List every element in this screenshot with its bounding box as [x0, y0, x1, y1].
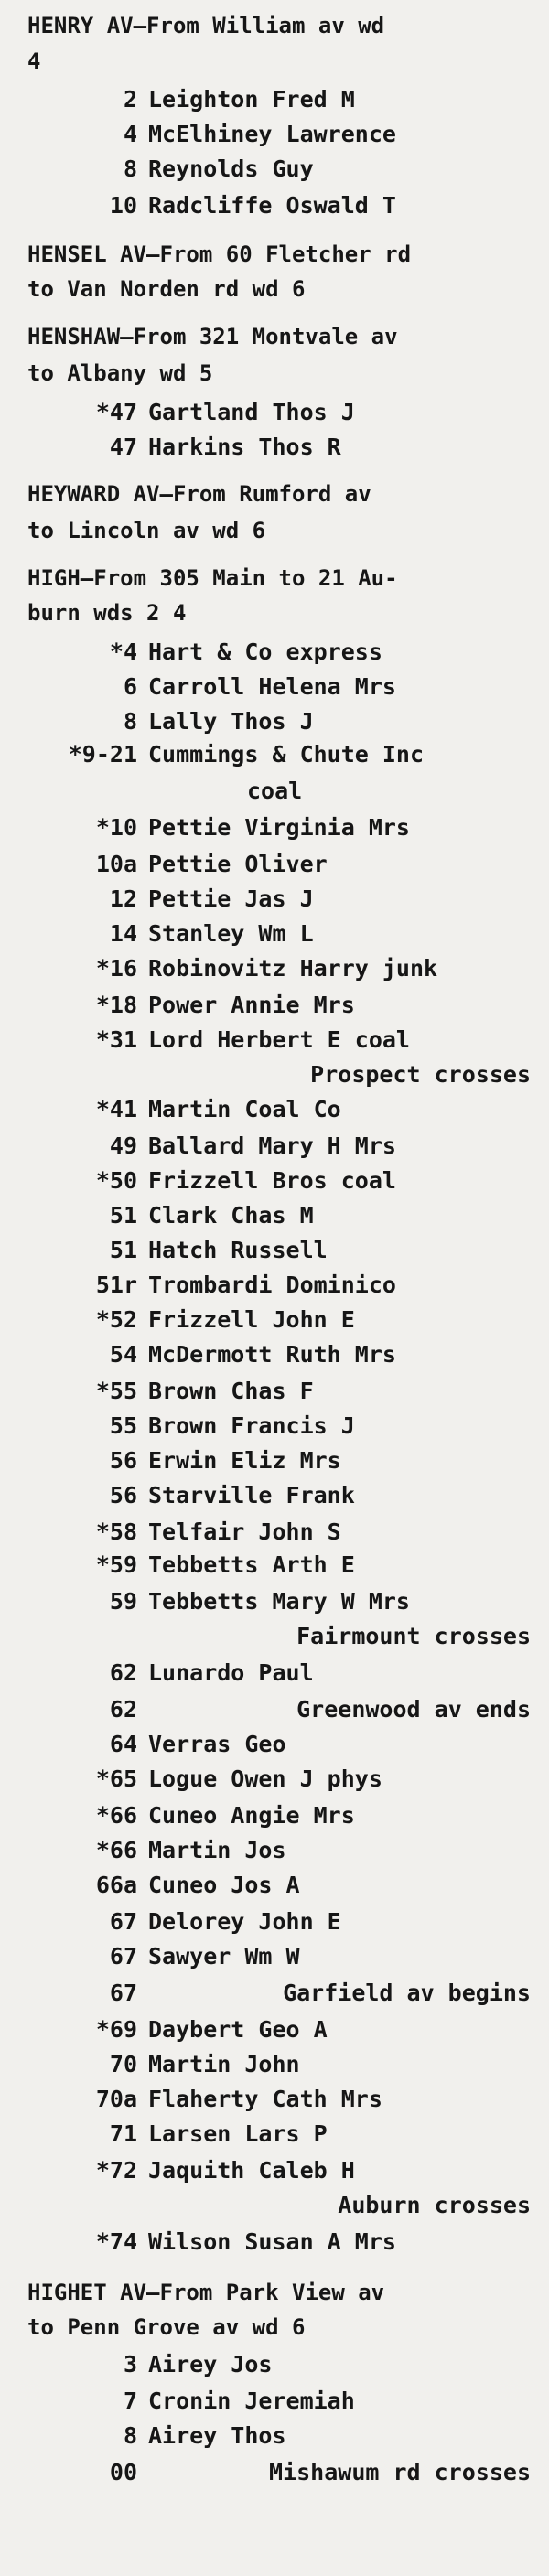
street-note: Mishawum rd crosses: [269, 2459, 531, 2485]
resident-entry: [0, 2424, 549, 2448]
resident-entry: [0, 1839, 549, 1862]
house-number: *58: [95, 1519, 137, 1545]
house-number: 59: [109, 1588, 137, 1615]
resident-entry: [0, 2230, 549, 2254]
house-number: *66: [95, 1802, 137, 1829]
resident-entry: [0, 853, 549, 876]
street-heading: [27, 243, 535, 265]
house-number: *10: [95, 814, 137, 841]
resident-entry: [0, 1134, 549, 1158]
house-number: *50: [95, 1167, 137, 1194]
resident-entry: [0, 2159, 549, 2183]
house-number: 10a: [95, 851, 137, 877]
house-number: *69: [95, 2016, 137, 2043]
resident-name: Robinovitz Harry junk: [148, 955, 438, 982]
house-number: 71: [109, 2120, 137, 2147]
house-number: *55: [95, 1378, 137, 1404]
resident-entry: [0, 1733, 549, 1756]
house-number: 6: [123, 673, 137, 700]
resident-name: Frizzell Bros coal: [148, 1167, 396, 1194]
street-heading: [27, 567, 535, 589]
resident-name: Tebbetts Mary W Mrs: [148, 1588, 410, 1615]
entry-continuation-text: coal: [247, 778, 303, 804]
resident-name: McElhiney Lawrence: [148, 121, 396, 147]
resident-entry: [0, 2389, 549, 2413]
resident-name: Sawyer Wm W: [148, 1943, 300, 1970]
resident-name: Pettie Oliver: [148, 851, 328, 877]
resident-entry: [0, 1098, 549, 1122]
house-number: *74: [95, 2228, 137, 2255]
resident-entry: [0, 1910, 549, 1934]
resident-entry: [0, 887, 549, 911]
resident-name: McDermott Ruth Mrs: [148, 1341, 396, 1368]
resident-entry: [0, 401, 549, 424]
street-heading-continuation-text: to Penn Grove av wd 6: [27, 2314, 306, 2340]
street-heading-continuation: [27, 602, 186, 624]
house-number: 51r: [95, 1272, 137, 1298]
resident-name: Larsen Lars P: [148, 2120, 328, 2147]
resident-name: Cuneo Jos A: [148, 1872, 300, 1898]
resident-name: Flaherty Cath Mrs: [148, 2086, 382, 2112]
cross-street-text: Auburn crosses: [338, 2192, 531, 2218]
street-heading-continuation-text: burn wds 2 4: [27, 600, 187, 626]
street-heading-text: HENSEL AV—From 60 Fletcher rd: [27, 242, 412, 267]
house-number: *4: [109, 639, 137, 665]
street-heading-continuation-text: 4: [27, 48, 41, 74]
resident-entry: [0, 88, 549, 112]
street-heading-continuation: [27, 520, 265, 542]
resident-name: Airey Thos: [148, 2422, 286, 2449]
street-heading-continuation: [27, 278, 305, 300]
resident-entry: [0, 2461, 549, 2485]
resident-entry: [0, 2053, 549, 2077]
resident-entry: [0, 993, 549, 1017]
resident-entry: [0, 710, 549, 734]
resident-name: Reynolds Guy: [148, 156, 314, 182]
resident-name: Hatch Russell: [148, 1237, 328, 1263]
resident-name: Cummings & Chute Inc: [148, 741, 425, 767]
resident-name: Hart & Co express: [148, 639, 382, 665]
house-number: *52: [95, 1306, 137, 1333]
cross-street-note: [296, 1625, 531, 1648]
street-heading-text: HENRY AV—From William av wd: [27, 13, 385, 38]
resident-name: Cuneo Angie Mrs: [148, 1802, 355, 1829]
street-heading-continuation: [27, 50, 40, 72]
resident-entry: [0, 1449, 549, 1473]
resident-name: Telfair John S: [148, 1519, 341, 1545]
resident-entry: [0, 1414, 549, 1438]
resident-name: Ballard Mary H Mrs: [148, 1132, 396, 1159]
resident-name: Pettie Jas J: [148, 886, 314, 912]
street-heading-continuation: [27, 362, 212, 384]
resident-entry: [0, 1204, 549, 1228]
resident-name: Leighton Fred M: [148, 86, 355, 113]
resident-name: Erwin Eliz Mrs: [148, 1447, 341, 1474]
resident-name: Power Annie Mrs: [148, 992, 355, 1018]
resident-name: Brown Francis J: [148, 1412, 355, 1439]
resident-name: Martin Jos: [148, 1837, 286, 1863]
resident-name: Martin John: [148, 2051, 300, 2077]
house-number: 67: [109, 1908, 137, 1935]
resident-entry: [0, 2088, 549, 2111]
house-number: 62: [109, 1659, 137, 1686]
street-heading: [27, 15, 535, 37]
house-number: *47: [95, 399, 137, 425]
resident-entry: [0, 1590, 549, 1614]
house-number: 14: [109, 920, 137, 947]
house-number: *9-21: [68, 741, 137, 767]
resident-entry: [0, 1379, 549, 1403]
resident-name: Martin Coal Co: [148, 1096, 341, 1122]
house-number: 10: [109, 192, 137, 219]
house-number: 2: [123, 86, 137, 113]
resident-entry: [0, 435, 549, 459]
resident-name: Airey Jos: [148, 2351, 273, 2377]
street-heading-continuation-text: to Van Norden rd wd 6: [27, 276, 306, 302]
cross-street-text: Prospect crosses: [310, 1061, 531, 1088]
house-number: 4: [123, 121, 137, 147]
resident-name: Brown Chas F: [148, 1378, 314, 1404]
cross-street-text: Fairmount crosses: [296, 1623, 531, 1649]
house-number: 64: [109, 1731, 137, 1757]
house-number: *65: [95, 1766, 137, 1792]
resident-name: Gartland Thos J: [148, 399, 355, 425]
street-heading: [27, 483, 535, 505]
street-heading-continuation-text: to Albany wd 5: [27, 360, 213, 386]
resident-entry: [0, 1945, 549, 1969]
house-number: 54: [109, 1341, 137, 1368]
entry-continuation: [247, 779, 302, 802]
house-number: 70a: [95, 2086, 137, 2112]
street-note: Garfield av begins: [283, 1980, 531, 2006]
street-note: Greenwood av ends: [296, 1696, 531, 1723]
house-number: 66a: [95, 1872, 137, 1898]
resident-entry: [0, 1520, 549, 1544]
resident-name: Stanley Wm L: [148, 920, 314, 947]
resident-entry: [0, 2018, 549, 2042]
resident-entry: [0, 2122, 549, 2146]
cross-street-note: [310, 1063, 531, 1086]
house-number: 12: [109, 886, 137, 912]
house-number: 56: [109, 1447, 137, 1474]
street-heading-continuation: [27, 2316, 305, 2338]
resident-entry: [0, 1308, 549, 1332]
resident-name: Daybert Geo A: [148, 2016, 328, 2043]
house-number: 3: [123, 2351, 137, 2377]
resident-name: Wilson Susan A Mrs: [148, 2228, 396, 2255]
house-number: 7: [123, 2388, 137, 2414]
street-heading-text: HIGH—From 305 Main to 21 Au-: [27, 565, 398, 591]
house-number: *18: [95, 992, 137, 1018]
street-heading: [27, 326, 535, 348]
resident-name: Lally Thos J: [148, 708, 314, 735]
resident-entry: [0, 1661, 549, 1685]
house-number: *66: [95, 1837, 137, 1863]
cross-street-note: [338, 2194, 531, 2216]
house-number: 47: [109, 434, 137, 460]
resident-entry: [0, 1767, 549, 1791]
resident-entry: [0, 1169, 549, 1193]
resident-entry: [0, 2353, 549, 2377]
house-number: 00: [109, 2459, 137, 2485]
house-number: 56: [109, 1482, 137, 1508]
house-number: 67: [109, 1980, 137, 2006]
resident-entry: [0, 1804, 549, 1828]
resident-entry: [0, 1239, 549, 1262]
house-number: *41: [95, 1096, 137, 1122]
house-number: *31: [95, 1026, 137, 1053]
resident-entry: [0, 1981, 549, 2005]
resident-entry: [0, 194, 549, 218]
resident-name: Verras Geo: [148, 1731, 286, 1757]
house-number: 8: [123, 156, 137, 182]
resident-name: Frizzell John E: [148, 1306, 355, 1333]
house-number: 55: [109, 1412, 137, 1439]
resident-name: Starville Frank: [148, 1482, 355, 1508]
resident-name: Cronin Jeremiah: [148, 2388, 355, 2414]
resident-entry: [0, 1484, 549, 1508]
resident-entry: [0, 922, 549, 946]
resident-entry: [0, 1873, 549, 1897]
house-number: 51: [109, 1237, 137, 1263]
resident-entry: [0, 1273, 549, 1297]
street-heading-continuation-text: to Lincoln av wd 6: [27, 518, 266, 543]
house-number: 8: [123, 2422, 137, 2449]
house-number: 51: [109, 1202, 137, 1229]
house-number: *16: [95, 955, 137, 982]
resident-entry: [0, 1698, 549, 1722]
house-number: 67: [109, 1943, 137, 1970]
resident-name: Carroll Helena Mrs: [148, 673, 396, 700]
resident-entry: [0, 157, 549, 181]
resident-entry: [0, 1343, 549, 1367]
resident-name: Harkins Thos R: [148, 434, 341, 460]
house-number: 62: [109, 1696, 137, 1723]
resident-entry: [0, 1553, 549, 1577]
resident-entry: [0, 675, 549, 699]
house-number: *59: [95, 1551, 137, 1578]
resident-name: Tebbetts Arth E: [148, 1551, 355, 1578]
house-number: 49: [109, 1132, 137, 1159]
resident-entry: [0, 816, 549, 840]
street-heading-text: HEYWARD AV—From Rumford av: [27, 481, 371, 507]
resident-name: Delorey John E: [148, 1908, 341, 1935]
house-number: 8: [123, 708, 137, 735]
house-number: *72: [95, 2157, 137, 2184]
resident-entry: [0, 743, 549, 767]
resident-name: Lord Herbert E coal: [148, 1026, 410, 1053]
street-heading-text: HENSHAW—From 321 Montvale av: [27, 324, 398, 349]
resident-name: Logue Owen J phys: [148, 1766, 382, 1792]
resident-name: Trombardi Dominico: [148, 1272, 396, 1298]
resident-entry: [0, 1028, 549, 1052]
resident-name: Lunardo Paul: [148, 1659, 314, 1686]
house-number: 70: [109, 2051, 137, 2077]
resident-entry: [0, 123, 549, 146]
resident-name: Clark Chas M: [148, 1202, 314, 1229]
resident-name: Jaquith Caleb H: [148, 2157, 355, 2184]
resident-entry: [0, 640, 549, 664]
resident-entry: [0, 957, 549, 981]
street-heading-text: HIGHET AV—From Park View av: [27, 2280, 385, 2305]
resident-name: Pettie Virginia Mrs: [148, 814, 410, 841]
street-heading: [27, 2281, 535, 2303]
resident-name: Radcliffe Oswald T: [148, 192, 396, 219]
